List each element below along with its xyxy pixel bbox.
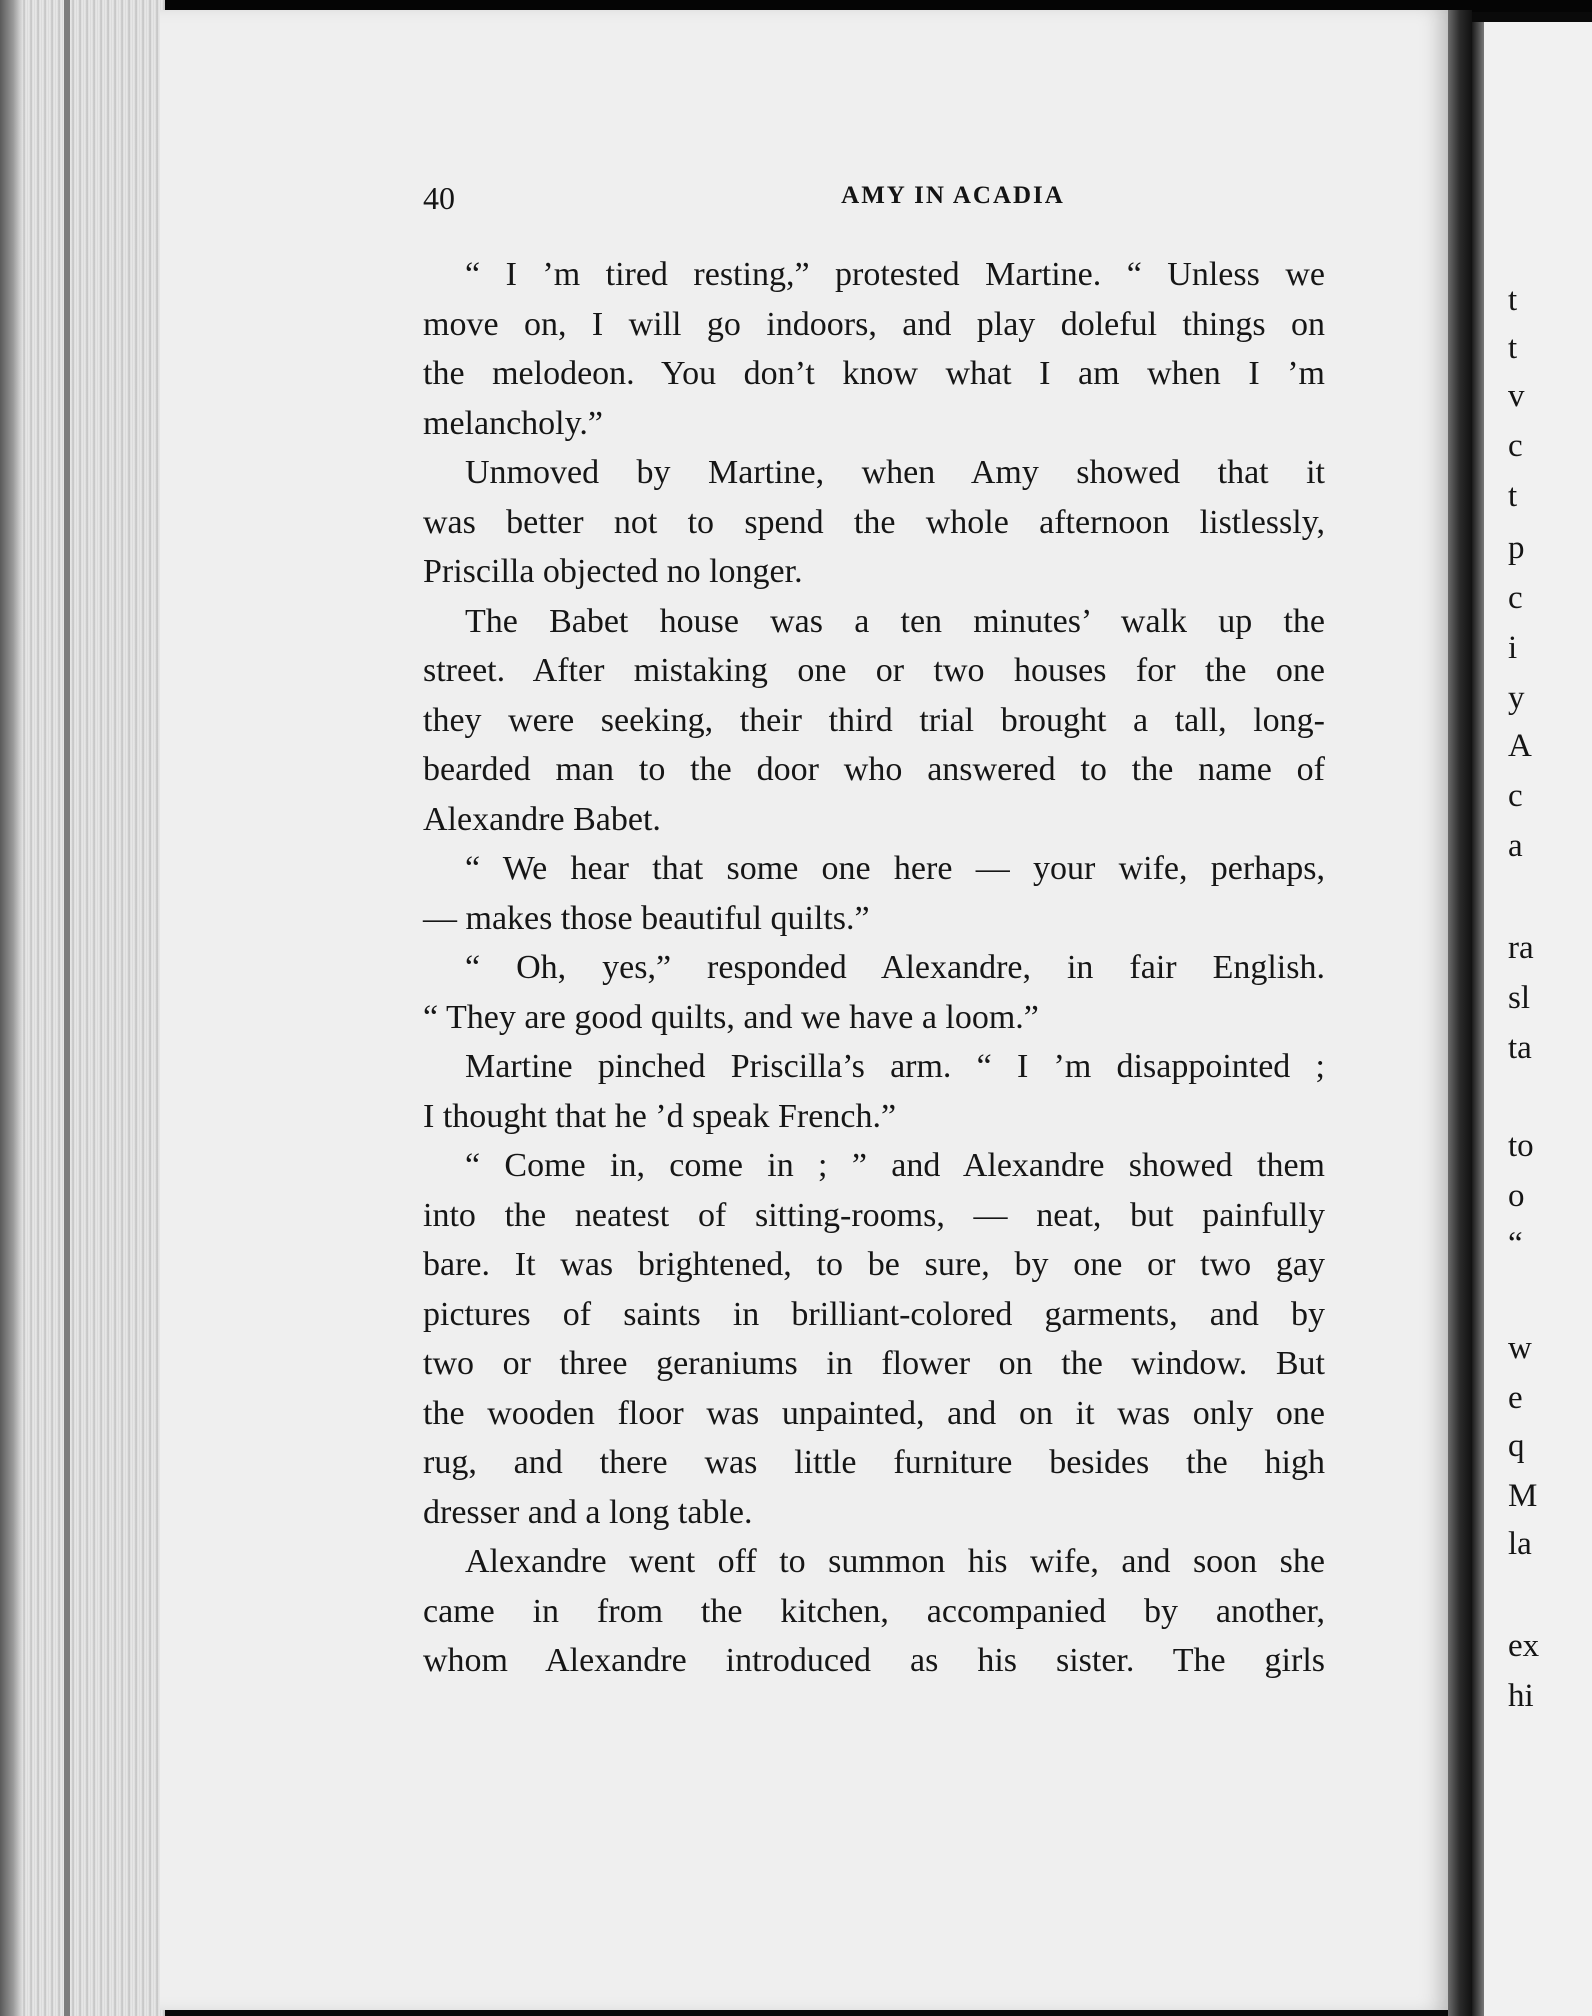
- text-line: two or three geraniums in flower on the window. But: [423, 1345, 1325, 1382]
- facing-page: [1472, 22, 1592, 2016]
- text-line: rug, and there was little furniture besides the high: [423, 1444, 1325, 1481]
- page-number: 40: [423, 180, 455, 216]
- facing-page-fragment: y: [1508, 680, 1525, 716]
- facing-page-fragment: c: [1508, 778, 1523, 814]
- text-line: “ I ’m tired resting,” protested Martine. “ Unless we: [465, 256, 1325, 293]
- text-line: into the neatest of sitting-rooms, — neat, but painfully: [423, 1196, 1325, 1234]
- facing-page-fragment: t: [1508, 282, 1518, 318]
- text-line: “ Come in, come in ; ” and Alexandre showed them: [465, 1147, 1325, 1184]
- facing-page-fragment: la: [1508, 1526, 1532, 1562]
- facing-page-fragment: v: [1508, 378, 1525, 414]
- text-line: I thought that he ’d speak French.”: [423, 1097, 897, 1135]
- text-line: The Babet house was a ten minutes’ walk up the: [465, 602, 1325, 640]
- text-line: was better not to spend the whole afternoon listlessly,: [423, 503, 1325, 541]
- facing-page-fragment: ex: [1508, 1628, 1540, 1664]
- text-line: dresser and a long table.: [423, 1493, 753, 1531]
- text-line: “ They are good quilts, and we have a loom.”: [423, 998, 1039, 1036]
- facing-page-fragment: c: [1508, 580, 1523, 616]
- text-line: Priscilla objected no longer.: [423, 553, 803, 590]
- facing-page-fragment: p: [1508, 530, 1525, 566]
- text-line: the wooden floor was unpainted, and on it was only one: [423, 1394, 1325, 1432]
- book-page-edges: [0, 0, 165, 2016]
- facing-page-fragment: ra: [1508, 930, 1534, 966]
- text-line: the melodeon. You don’t know what I am when I ’m: [423, 355, 1325, 392]
- facing-page-fragment: to: [1508, 1128, 1534, 1164]
- text-line: bare. It was brightened, to be sure, by one or two gay: [423, 1246, 1325, 1283]
- text-line: “ We hear that some one here — your wife, perhaps,: [465, 850, 1325, 887]
- text-line: they were seeking, their third trial brought a tall, long-: [423, 701, 1325, 739]
- facing-page-fragment: t: [1508, 330, 1518, 366]
- text-line: pictures of saints in brilliant-colored garments, and by: [423, 1295, 1325, 1333]
- facing-page-fragment: q: [1508, 1428, 1525, 1464]
- facing-page-fragment: sl: [1508, 980, 1531, 1016]
- facing-page-fragment: hi: [1508, 1678, 1534, 1714]
- facing-page-fragment: M: [1508, 1478, 1538, 1514]
- facing-page-fragment: A: [1508, 728, 1532, 764]
- facing-page-fragment: i: [1508, 630, 1518, 666]
- text-line: melancholy.”: [423, 404, 603, 442]
- text-line: — makes those beautiful quilts.”: [423, 899, 870, 937]
- text-line: came in from the kitchen, accompanied by another,: [423, 1592, 1325, 1630]
- text-line: move on, I will go indoors, and play doleful things on: [423, 305, 1325, 343]
- facing-page-fragment: t: [1508, 478, 1518, 514]
- text-line: Alexandre Babet.: [423, 800, 661, 838]
- book-gutter: [1448, 10, 1472, 2016]
- text-line: street. After mistaking one or two houses for the one: [423, 652, 1325, 689]
- facing-page-fragment: w: [1508, 1330, 1532, 1366]
- text-line: whom Alexandre introduced as his sister. The girls: [423, 1642, 1325, 1679]
- facing-page-fragment: c: [1508, 428, 1523, 464]
- text-line: Alexandre went off to summon his wife, and soon she: [465, 1543, 1325, 1580]
- body-text: [423, 250, 1325, 1686]
- facing-page-fragment: e: [1508, 1380, 1523, 1416]
- text-line: Unmoved by Martine, when Amy showed that it: [465, 454, 1325, 491]
- page-header: [423, 180, 1325, 226]
- facing-page-fragment: a: [1508, 828, 1523, 864]
- facing-page-fragment: ta: [1508, 1030, 1532, 1066]
- facing-page-fragment: o: [1508, 1178, 1525, 1214]
- text-line: “ Oh, yes,” responded Alexandre, in fair English.: [465, 949, 1325, 986]
- running-title: AMY IN ACADIA: [841, 182, 1065, 209]
- text-line: Martine pinched Priscilla’s arm. “ I ’m disappointed ;: [465, 1048, 1325, 1085]
- facing-page-fragment: “: [1508, 1226, 1523, 1262]
- text-line: bearded man to the door who answered to the name of: [423, 751, 1325, 788]
